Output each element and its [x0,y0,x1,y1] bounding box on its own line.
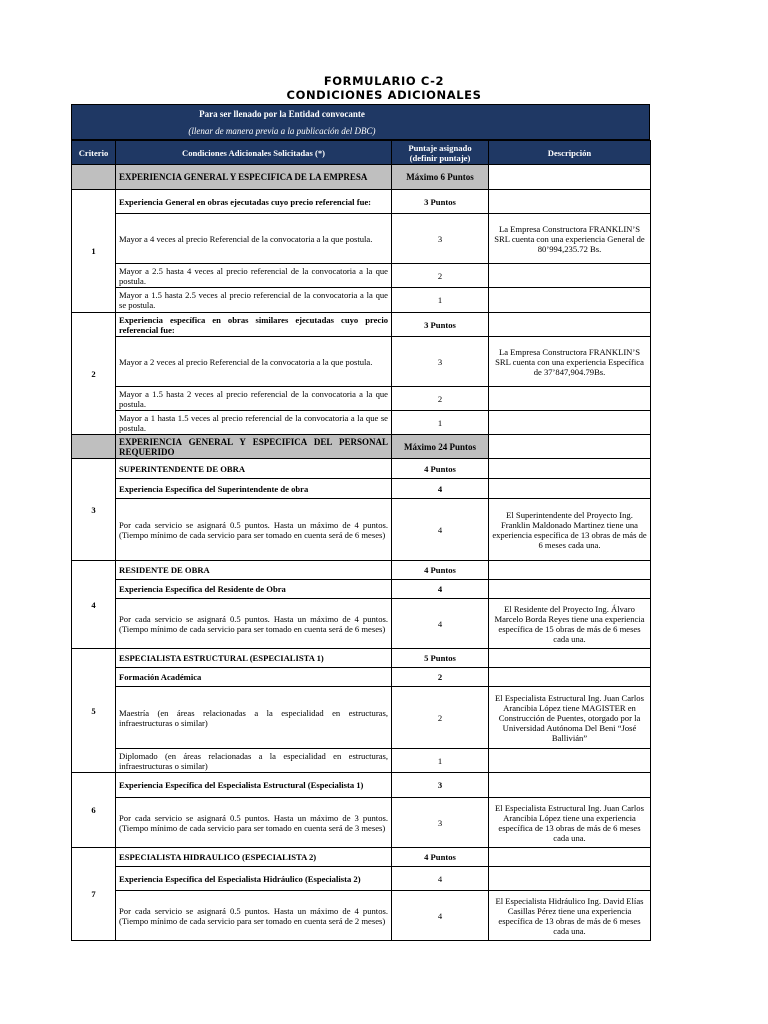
condition-points: 2 [392,387,489,411]
table-row [72,313,651,337]
criterion-number: 4 [72,561,116,649]
col-condiciones: Condiciones Adicionales Solicitadas (*) [116,141,392,165]
section-row-empresa [72,165,651,190]
criterion-subtitle: Experiencia Específica del Especialista Estructural (Especialista 1) [116,773,392,798]
criterion-number: 3 [72,459,116,561]
condition-description: El Especialista Estructural Ing. Juan Carlos Arancibia López tiene una experiencia específica de 13 obras de más de 6 meses cada una. [489,798,651,848]
section-row-personal [72,435,651,459]
condition-description: El Especialista Estructural Ing. Juan Carlos Arancibia López tiene MAGISTER en Construcción de Puentes, otorgado por la Universidad Autónoma Del Beni “José Ballivián” [489,687,651,749]
condition-text: Mayor a 2 veces al precio Referencial de la convocatoria a la que postula. [116,337,392,387]
condition-points: 4 [392,891,489,941]
criterion-heading: Experiencia General en obras ejecutadas cuyo precio referencial fue: [116,190,392,214]
condition-points: 2 [392,264,489,288]
table-row [72,749,651,773]
col-puntaje: Puntaje asignado (definir puntaje) [392,141,489,165]
condition-text: Por cada servicio se asignará 0.5 puntos. Hasta un máximo de 4 puntos. (Tiempo mínimo de cada servicio para ser tomado en cuenta será de 2 meses) [116,891,392,941]
table-row [72,798,651,848]
col-descripcion: Descripción [489,141,651,165]
condition-points: 1 [392,749,489,773]
condition-description: La Empresa Constructora FRANKLIN’S SRL cuenta con una experiencia Específica de 37’847,904.79Bs. [489,337,651,387]
table-row [72,580,651,599]
condition-points: 3 [392,798,489,848]
condition-description: El Especialista Hidráulico Ing. David Elías Casillas Pérez tiene una experiencia específica de 13 obras de más de 6 meses cada una. [489,891,651,941]
table-row [72,867,651,891]
criterion-points: 4 Puntos [392,848,489,867]
col-criterio: Criterio [72,141,116,165]
condition-text: Por cada servicio se asignará 0.5 puntos. Hasta un máximo de 4 puntos. (Tiempo mínimo de cada servicio para ser tomado en cuenta será de 6 meses) [116,499,392,561]
criterion-subtitle: Experiencia Específica del Residente de Obra [116,580,392,599]
table-row [72,891,651,941]
condition-points: 3 [392,337,489,387]
table-row [72,190,651,214]
table-row [72,561,651,580]
condition-points: 1 [392,411,489,435]
condition-text: Diplomado (en áreas relacionadas a la especialidad en estructuras, infraestructuras o similar) [116,749,392,773]
table-row [72,264,651,288]
condition-text: Mayor a 2.5 hasta 4 veces al precio referencial de la convocatoria a la que postula. [116,264,392,288]
table-row [72,459,651,479]
criterion-title: ESPECIALISTA ESTRUCTURAL (ESPECIALISTA 1) [116,649,392,668]
criterion-number: 7 [72,848,116,941]
criterion-title: SUPERINTENDENTE DE OBRA [116,459,392,479]
table-row [72,687,651,749]
header-line-1: Para ser llenado por la Entidad convocante [199,109,365,119]
condition-points: 2 [392,687,489,749]
table-row [72,649,651,668]
criterion-points: 5 Puntos [392,649,489,668]
criterion-sub-points: 4 [392,580,489,599]
table-row [72,599,651,649]
conditions-table [71,140,651,941]
condition-text: Maestría (en áreas relacionadas a la especialidad en estructuras, infraestructuras o similar) [116,687,392,749]
section-points: Máximo 24 Puntos [392,435,489,459]
criterion-number: 6 [72,773,116,848]
table-row [72,479,651,499]
column-header-row [72,141,651,165]
criterion-sub-points: 4 [392,867,489,891]
condition-description: El Residente del Proyecto Ing. Álvaro Marcelo Borda Reyes tiene una experiencia específica de 15 obras de más de 6 meses cada una. [489,599,651,649]
condition-text: Mayor a 1.5 hasta 2 veces al precio referencial de la convocatoria a la que postula. [116,387,392,411]
criterion-points: 4 Puntos [392,561,489,580]
criterion-points: 3 Puntos [392,313,489,337]
condition-points: 3 [392,214,489,264]
form-subtitle: CONDICIONES ADICIONALES [286,88,482,102]
criterion-number: 5 [72,649,116,773]
condition-points: 1 [392,288,489,313]
table-row [72,848,651,867]
table-row [72,337,651,387]
section-label: EXPERIENCIA GENERAL Y ESPECIFICA DE LA EMPRESA [116,165,392,190]
criterion-subtitle: Formación Académica [116,668,392,687]
condition-points: 4 [392,599,489,649]
criterion-number: 1 [72,190,116,313]
section-label: EXPERIENCIA GENERAL Y ESPECIFICA DEL PERSONAL REQUERIDO [116,435,392,459]
table-row [72,214,651,264]
form-title: FORMULARIO C-2 [323,74,445,88]
criterion-points: 4 Puntos [392,459,489,479]
condition-text: Mayor a 1 hasta 1.5 veces al precio referencial de la convocatoria a la que se postula. [116,411,392,435]
criterion-number: 2 [72,313,116,435]
header-line-2: (llenar de manera previa a la publicación del DBC) [188,126,376,136]
table-row [72,387,651,411]
condition-description: La Empresa Constructora FRANKLIN’S SRL cuenta con una experiencia General de 80’994,235.72 Bs. [489,214,651,264]
condition-description: El Superintendente del Proyecto Ing. Franklin Maldonado Martinez tiene una experiencia específica de 13 obras de más de 6 meses cada una. [489,499,651,561]
criterion-subtitle: Experiencia Específica del Especialista Hidráulico (Especialista 2) [116,867,392,891]
condition-text: Por cada servicio se asignará 0.5 puntos. Hasta un máximo de 3 puntos. (Tiempo mínimo de cada servicio para ser tomado en cuenta será de 3 meses) [116,798,392,848]
criterion-heading: Experiencia específica en obras similares ejecutadas cuyo precio referencial fue: [116,313,392,337]
criterion-sub-points: 2 [392,668,489,687]
section-points: Máximo 6 Puntos [392,165,489,190]
criterion-title: RESIDENTE DE OBRA [116,561,392,580]
criterion-sub-points: 4 [392,479,489,499]
condition-points: 4 [392,499,489,561]
criterion-sub-points: 3 [392,773,489,798]
table-row [72,773,651,798]
criterion-title: ESPECIALISTA HIDRAULICO (ESPECIALISTA 2) [116,848,392,867]
table-row [72,288,651,313]
condition-text: Por cada servicio se asignará 0.5 puntos. Hasta un máximo de 4 puntos. (Tiempo mínimo de cada servicio para ser tomado en cuenta será de 6 meses) [116,599,392,649]
criterion-points: 3 Puntos [392,190,489,214]
table-row [72,668,651,687]
table-row [72,411,651,435]
condition-text: Mayor a 1.5 hasta 2.5 veces al precio referencial de la convocatoria a la que se postula. [116,288,392,313]
form-header-banner [71,104,650,140]
condition-text: Mayor a 4 veces al precio Referencial de la convocatoria a la que postula. [116,214,392,264]
criterion-subtitle: Experiencia Específica del Superintendente de obra [116,479,392,499]
table-row [72,499,651,561]
